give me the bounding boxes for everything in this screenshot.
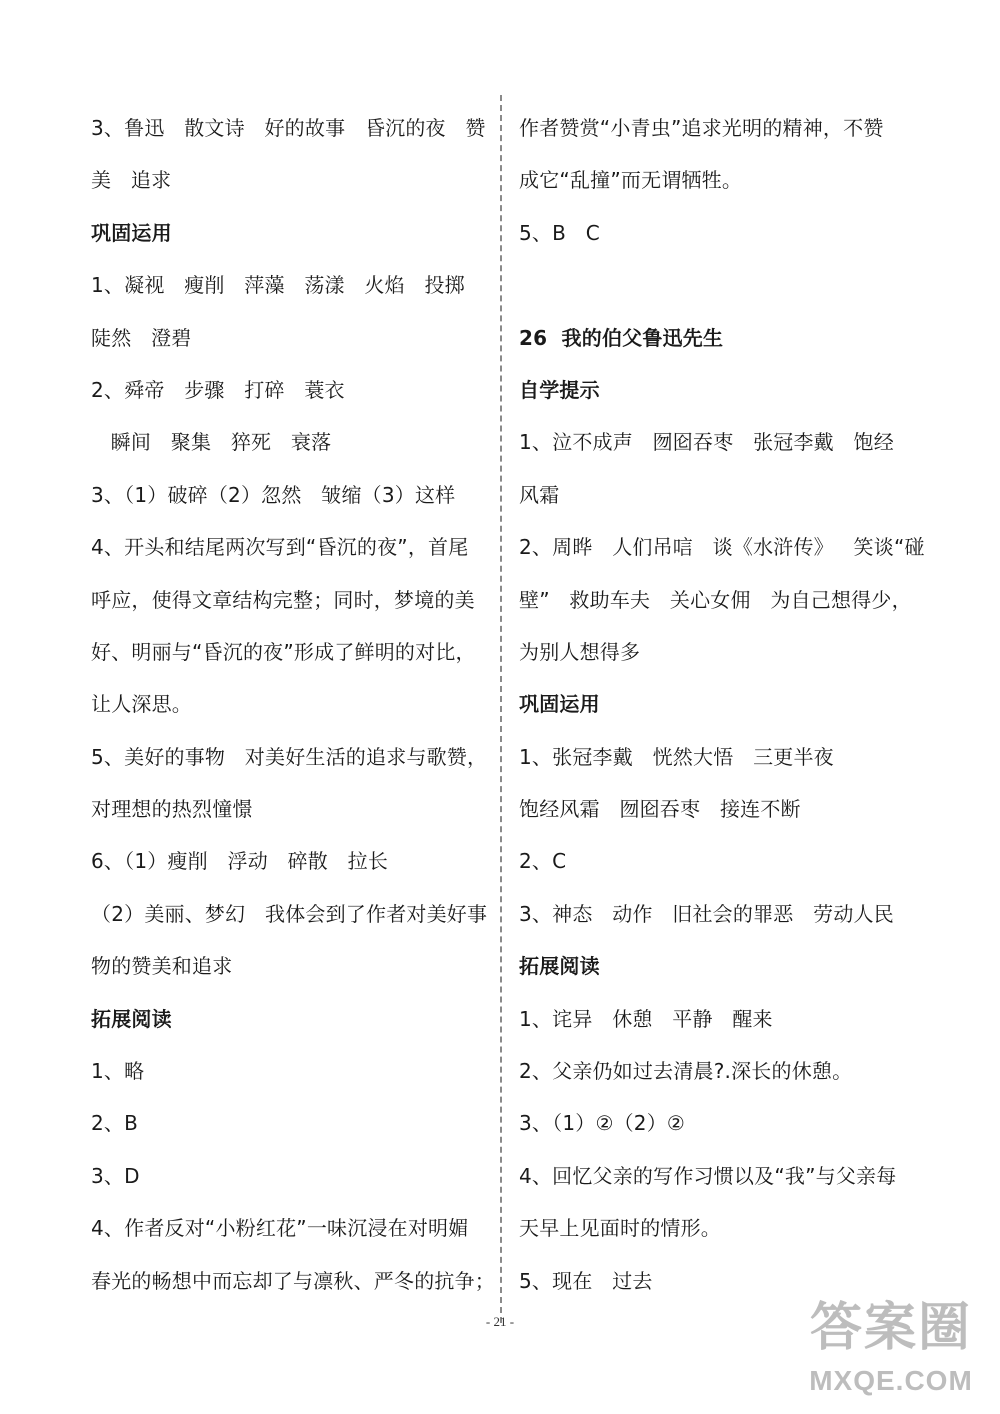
answer-line: 2、周晔 人们吊唁 谈《水浒传》 笑谈“碰 — [519, 535, 925, 560]
answer-line: 好、明丽与“昏沉的夜”形成了鲜明的对比， — [91, 639, 476, 664]
answer-line: 3、（1）破碎（2）忽然 皱缩（3）这样 — [91, 482, 456, 507]
answer-line: 天早上见面时的情形。 — [519, 1216, 721, 1241]
answer-line: 6、（1）瘦削 浮动 碎散 拉长 — [91, 849, 389, 874]
column-divider — [500, 95, 502, 1323]
answer-line — [519, 259, 914, 311]
answer-line: 美 追求 — [91, 168, 172, 193]
watermark-top-text: 答案圈 — [809, 1299, 972, 1357]
answer-line: 陡然 澄碧 — [91, 325, 192, 350]
section-heading: 拓展阅读 — [519, 954, 600, 979]
answer-line: 为别人想得多 — [519, 639, 641, 664]
answer-line: 风霜 — [519, 482, 560, 507]
answer-line: 5、现在 过去 — [519, 1268, 653, 1293]
answer-line: 4、开头和结尾两次写到“昏沉的夜”，首尾 — [91, 535, 469, 560]
answer-line: 对理想的热烈憧憬 — [91, 797, 253, 822]
left-column — [91, 102, 495, 1307]
answer-line: 1、凝视 瘦削 萍藻 荡漾 火焰 投掷 — [91, 273, 465, 298]
answer-line: 瞬间 聚集 猝死 衰落 — [91, 430, 332, 455]
answer-line: 1、张冠李戴 恍然大悟 三更半夜 — [519, 744, 834, 769]
answer-line: 春光的畅想中而忘却了与凛秋、严冬的抗争； — [91, 1268, 495, 1293]
answer-line: 3、神态 动作 旧社会的罪恶 劳动人民 — [519, 901, 894, 926]
answer-line: 5、B C — [519, 220, 600, 245]
answer-line: （2）美丽、梦幻 我体会到了作者对美好事 — [91, 901, 488, 926]
answer-line: 5、美好的事物 对美好生活的追求与歌赞， — [91, 744, 488, 769]
watermark-logo — [796, 1296, 986, 1406]
section-heading: 26 我的伯父鲁迅先生 — [519, 325, 724, 350]
answer-line: 2、C — [519, 849, 567, 874]
answer-line: 壁” 救助车夫 关心女佣 为自己想得少， — [519, 587, 912, 612]
page-number: - 21 - — [485, 1314, 515, 1329]
section-heading: 巩固运用 — [519, 692, 600, 717]
answer-line: 作者赞赏“小青虫”追求光明的精神，不赞 — [519, 116, 884, 140]
answer-line: 1、诧异 休憩 平静 醒来 — [519, 1006, 773, 1031]
answer-line: 3、（1）②（2）② — [519, 1111, 686, 1136]
answer-line: 2、B — [91, 1111, 139, 1136]
answer-line: 1、泣不成声 囫囵吞枣 张冠李戴 饱经 — [519, 430, 894, 455]
section-heading: 巩固运用 — [91, 220, 172, 245]
answer-line: 让人深思。 — [91, 692, 192, 717]
right-column — [519, 102, 925, 1307]
answer-line: 4、回忆父亲的写作习惯以及“我”与父亲每 — [519, 1163, 897, 1188]
answer-line: 2、父亲仍如过去清晨?.深长的休憩。 — [519, 1059, 853, 1084]
section-heading: 自学提示 — [519, 377, 600, 402]
answer-line: 4、作者反对“小粉红花”一味沉浸在对明媚 — [91, 1216, 469, 1241]
answer-line: 3、鲁迅 散文诗 好的故事 昏沉的夜 赞 — [91, 116, 486, 140]
section-heading: 拓展阅读 — [91, 1006, 172, 1031]
answer-line: 成它“乱撞”而无谓牺牲。 — [519, 168, 743, 193]
answer-line: 3、D — [91, 1163, 140, 1188]
answer-line: 物的赞美和追求 — [91, 954, 233, 979]
answer-line: 1、略 — [91, 1059, 145, 1084]
answer-line: 饱经风霜 囫囵吞枣 接连不断 — [519, 797, 801, 822]
answer-line: 2、舜帝 步骤 打碎 蓑衣 — [91, 377, 345, 402]
answer-line: 呼应，使得文章结构完整；同时，梦境的美 — [91, 587, 475, 612]
watermark-bottom-text: MXQE.COM — [809, 1365, 973, 1396]
